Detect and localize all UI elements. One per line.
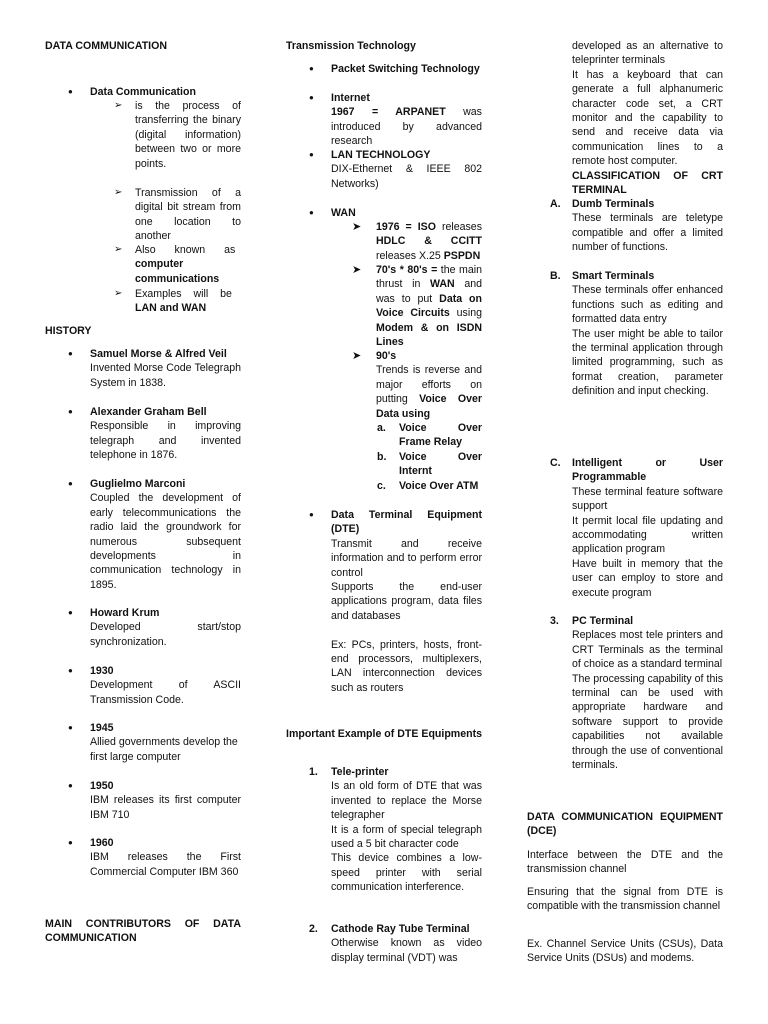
bullet-icon: ● [309,93,314,102]
history-item: ● 1960 IBM releases the First Commercial Computer IBM 360 [68,837,241,878]
bullet-icon: ● [309,150,314,159]
important-heading: Important Example of DTE Equipments [286,728,483,740]
bullet-icon: ● [68,407,73,416]
pc-terminal-item: 3. PC Terminal Replaces most tele printers and CRT Terminals as the terminal of choice as a standard terminal The processing capability of this terminal can be used with appropriate hardware and software support to provide capabilities not available through the use of conventional terminals. [550,615,723,772]
bullet-icon: ● [68,608,73,617]
arrow-filled-icon: ➤ [352,350,362,362]
voice-item: a. Voice Over Frame Relay [377,422,482,449]
crt-item: 2. Cathode Ray Tube Terminal Otherwise known as video display terminal (VDT) was [309,923,482,964]
arrow-outline-icon: ➢ [114,100,123,111]
arrow-outline-icon: ➢ [114,288,123,299]
bullet-icon: ● [68,723,73,732]
doc-title: DATA COMMUNICATION [45,40,168,52]
dce-text: Ensuring that the signal from DTE is compatible with the transmission channel [527,886,723,913]
arrow-filled-icon: ➤ [352,221,362,233]
bullet-icon: ● [68,666,73,675]
dce-text: Ex. Channel Service Units (CSUs), Data Service Units (DSUs) and modems. [527,938,723,965]
dc-subitem: ➢ Also known as computer communications [114,244,236,285]
wan-subitem: ➤ 70's * 80's = the main thrust in WAN and was to put Data on Voice Circuits using Modem & on ISDN Lines [352,264,482,349]
bullet-icon: ● [309,510,314,519]
dc-label: Data Communication [90,86,196,98]
wan-subitem: ➤ 90's Trends is reverse and major efforts on putting Voice Over Data using [352,350,482,420]
dc-subitem: ➢ Transmission of a digital bit stream from one location to another [114,187,241,243]
bullet-icon: ● [68,479,73,488]
bullet-icon: ● [309,64,314,73]
voice-item: c. Voice Over ATM [377,480,479,492]
lan-item: ● LAN TECHNOLOGY DIX-Ethernet & IEEE 802 Networks) [309,149,482,190]
voice-item: b. Voice Over Internt [377,451,482,478]
history-item: ● 1930 Development of ASCII Transmission Code. [68,665,241,706]
internet-item: ● Internet 1967 = ARPANET was introduced by advanced research [309,92,482,148]
crt-continued: developed as an alternative to teleprinter terminals It has a keyboard that can generate a full alphanumeric character code set, a CRT monitor and the capability to send and receive data via communication lines to a remote host computer. CLASSIFICATION OF CRT TERMINAL [572,40,723,197]
dc-subitem: ➢ is the process of transferring the binary (digital information) between two or more points. [114,100,241,170]
history-item: ● Guglielmo Marconi Coupled the development of early telecommunications the radio laid the groundwork for numerous subsequent developments in communication technology in 1895. [68,478,241,591]
arrow-outline-icon: ➢ [114,244,123,255]
wan-item: ● WAN [309,207,356,219]
dc-bullet-item [68,85,241,99]
smart-terminal-item: B. Smart Terminals These terminals offer enhanced functions such as editing and formatted data entry The user might be able to tailor the terminal application through limited programming, such as format creation, parameter definition and input checking. [550,270,723,398]
contributors-heading: MAIN CONTRIBUTORS OF DATA COMMUNICATION [45,918,241,945]
intelligent-terminal-item: C. Intelligent or User Programmable These terminal feature software support It permit local file updating and accommodating written application program Have built in memory that the user can employ to store and execute program [550,457,723,599]
bullet-icon: ● [68,781,73,790]
bullet-icon: ● [68,838,73,847]
packet-item: ● Packet Switching Technology [309,63,480,75]
bullet-icon: ● [68,349,73,358]
history-heading: HISTORY [45,325,92,337]
wan-subitem: ➤ 1976 = ISO releases HDLC & CCITT releases X.25 PSPDN [352,221,482,262]
arrow-outline-icon: ➢ [114,187,123,198]
transmission-heading: Transmission Technology [286,40,416,52]
dc-subitem: ➢ Examples will be LAN and WAN [114,288,232,315]
teleprinter-item: 1. Tele-printer Is an old form of DTE that was invented to replace the Morse telegrapher It is a form of special telegraph used a 5 bit character code This device combines a low-speed printer with serial communication interference. [309,766,482,894]
bullet-icon: ● [68,87,73,96]
dce-text: Interface between the DTE and the transmission channel [527,849,723,876]
history-item: ● Howard Krum Developed start/stop synchronization. [68,607,241,648]
dte-item: ● Data Terminal Equipment (DTE) Transmit and receive information and to perform error control Supports the end-user applications program, data files and databases Ex: PCs, printers, hosts, front-end processors, multiplexers, LAN interconnection devices such as routers [309,509,482,694]
arrow-filled-icon: ➤ [352,264,362,276]
history-item: ● 1950 IBM releases its first computer IBM 710 [68,780,241,821]
history-item: ● Samuel Morse & Alfred Veil Invented Morse Code Telegraph System in 1838. [68,348,241,389]
bullet-icon: ● [309,208,314,217]
history-item: ● 1945 Allied governments develop the first large computer [68,722,238,763]
dce-heading: DATA COMMUNICATION EQUIPMENT (DCE) [527,811,723,838]
dumb-terminal-item: A. Dumb Terminals These terminals are teletype compatible and offer a limited number of functions. [550,198,723,254]
history-item: ● Alexander Graham Bell Responsible in improving telegraph and invented telephone in 1876. [68,406,241,462]
